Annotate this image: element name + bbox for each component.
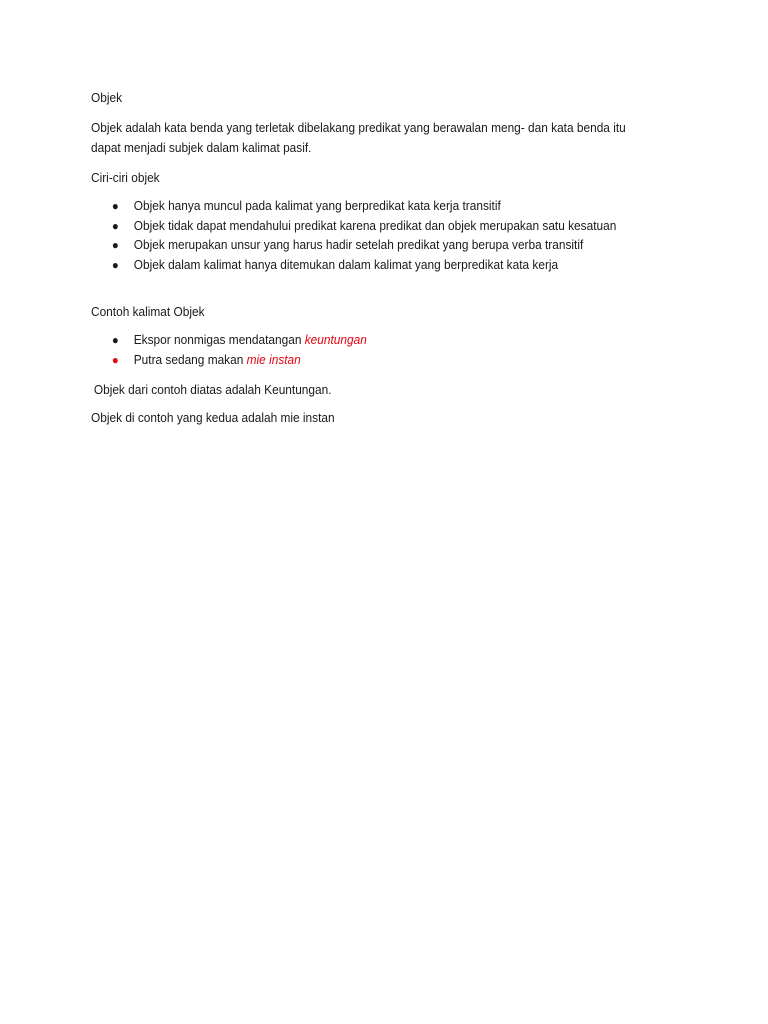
list-item bbox=[91, 331, 661, 351]
list-item-text: Objek hanya muncul pada kalimat yang berpredikat kata kerja transitif bbox=[133, 199, 501, 213]
answer-paragraph-2: Objek di contoh yang kedua adalah mie instan bbox=[91, 411, 335, 425]
bullet-dot-icon: ● bbox=[111, 199, 119, 213]
contoh-list bbox=[91, 331, 661, 370]
example-object-highlight: mie instan bbox=[246, 352, 301, 367]
ciri-list bbox=[91, 197, 661, 275]
list-item-text: Objek merupakan unsur yang harus hadir setelah predikat yang berupa verba transitif bbox=[133, 238, 584, 252]
bullet-dot-icon: ● bbox=[111, 352, 119, 367]
definition-line-1: Objek adalah kata benda yang terletak dibelakang predikat yang berawalan meng- dan kata benda itu bbox=[91, 121, 626, 135]
example-text: Putra sedang makan bbox=[133, 352, 247, 367]
contoh-heading: Contoh kalimat Objek bbox=[91, 305, 205, 319]
list-item bbox=[91, 351, 661, 371]
document-page bbox=[91, 88, 661, 428]
list-item bbox=[91, 256, 661, 276]
bullet-dot-icon: ● bbox=[111, 333, 119, 347]
ciri-heading: Ciri-ciri objek bbox=[91, 171, 160, 185]
bullet-dot-icon: ● bbox=[111, 238, 119, 252]
definition-line-2: dapat menjadi subjek dalam kalimat pasif. bbox=[91, 141, 312, 155]
list-item bbox=[91, 217, 661, 237]
bullet-dot-icon: ● bbox=[111, 257, 119, 272]
answer-paragraph-1: Objek dari contoh diatas adalah Keuntungan. bbox=[93, 383, 332, 397]
list-item-text: Objek tidak dapat mendahului predikat karena predikat dan objek merupakan satu kesatuan bbox=[133, 218, 617, 233]
example-text: Ekspor nonmigas mendatangan bbox=[133, 333, 305, 347]
example-object-highlight: keuntungan bbox=[304, 333, 367, 347]
list-item bbox=[91, 236, 661, 256]
bullet-dot-icon: ● bbox=[111, 218, 119, 233]
list-item bbox=[91, 197, 661, 217]
list-item-text: Objek dalam kalimat hanya ditemukan dalam kalimat yang berpredikat kata kerja bbox=[133, 257, 559, 272]
document-title: Objek bbox=[91, 91, 123, 105]
definition-paragraph bbox=[91, 118, 661, 158]
